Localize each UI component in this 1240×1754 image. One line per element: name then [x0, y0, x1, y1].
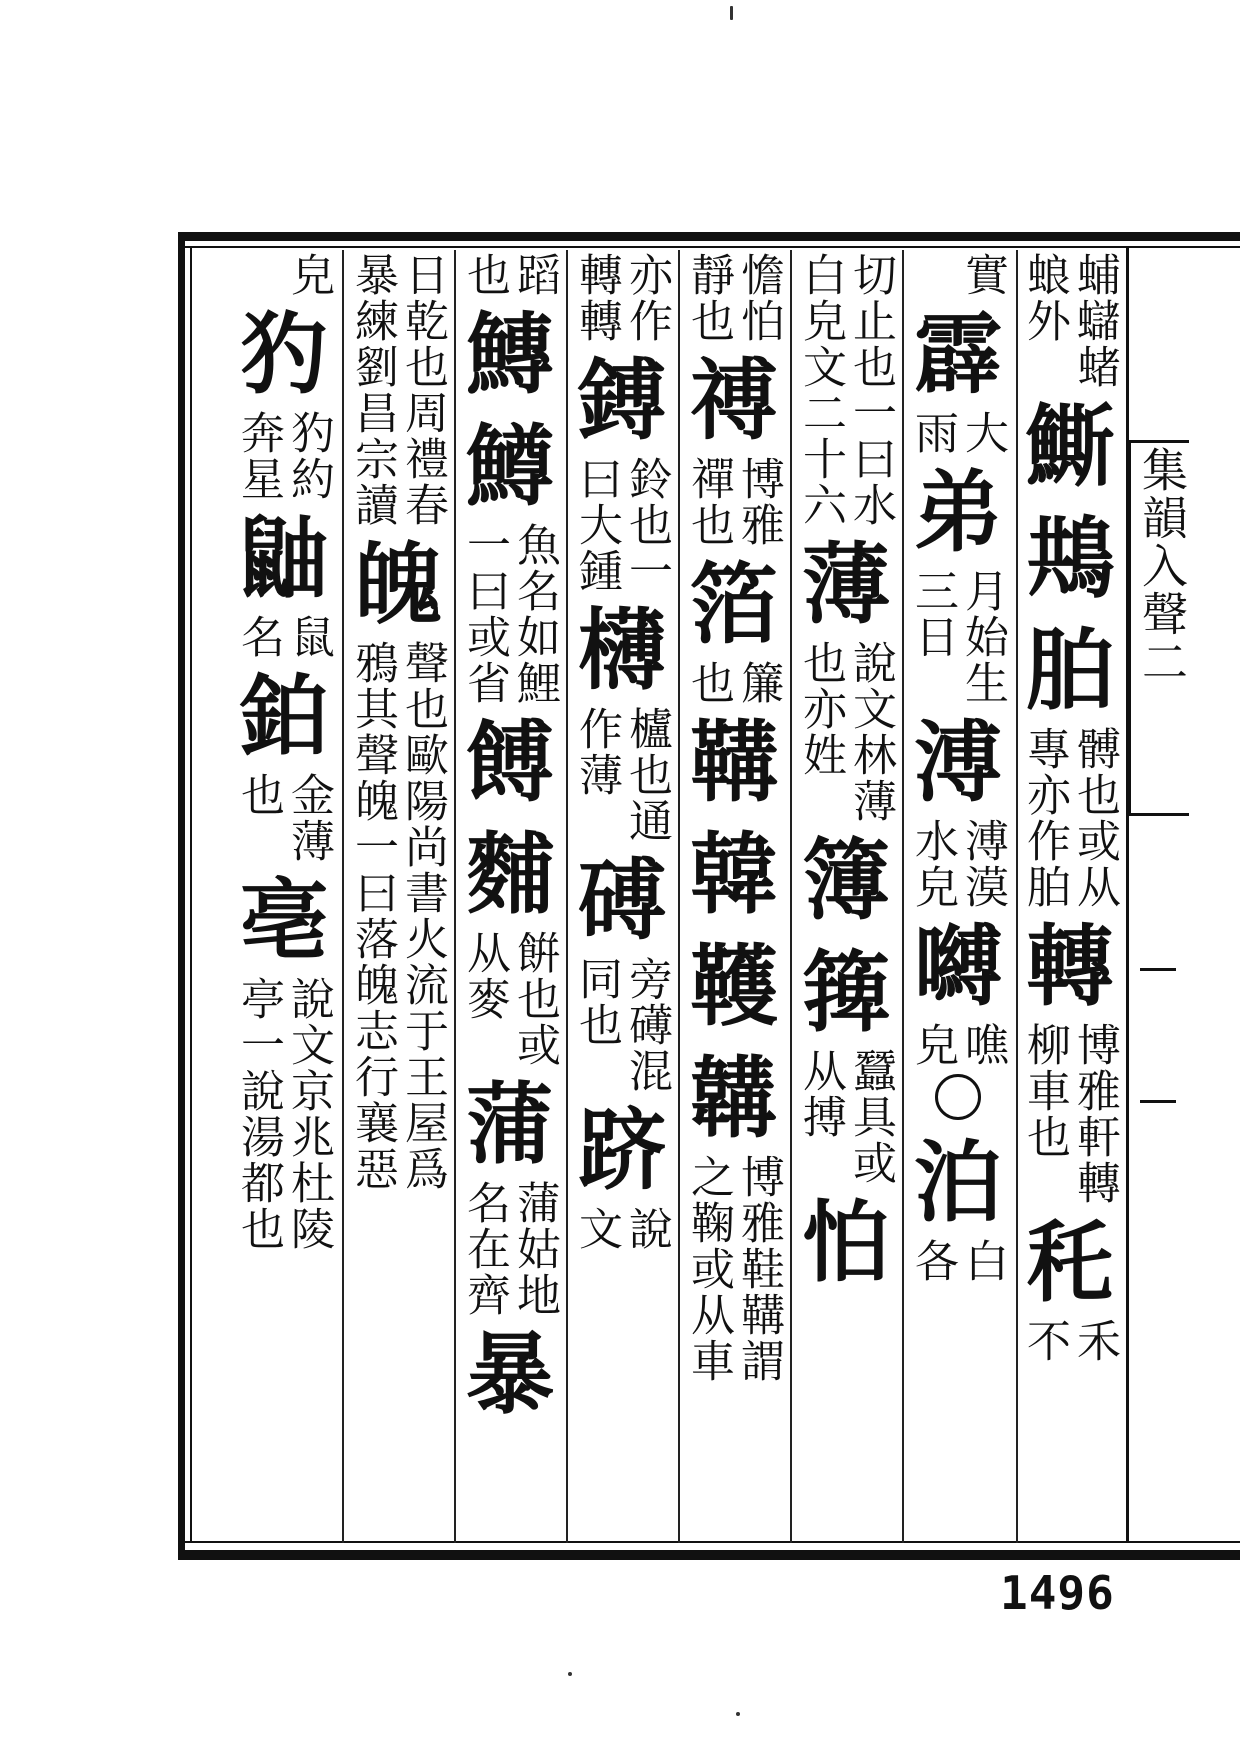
- annotation-line: 轉轉: [571, 252, 622, 344]
- annotation-line: 曰大鍾: [571, 456, 622, 594]
- annotation-line: 簾: [733, 660, 784, 706]
- annotation-line: 蜋外: [1019, 252, 1070, 344]
- headword-char: 鎛: [577, 348, 666, 452]
- annotation-line: 皃: [283, 252, 334, 298]
- annotation-line: 金薄: [283, 772, 334, 864]
- annotation-line: 聲也歐陽尚書火流于王屋爲: [397, 640, 448, 1192]
- annotation: [348, 252, 448, 528]
- annotation-line: 名在齊: [459, 1180, 510, 1318]
- annotation-line: 也: [233, 772, 284, 818]
- headword-char: 薄: [801, 532, 890, 636]
- headword-char: 欂: [577, 598, 666, 702]
- headword-char: 泊: [913, 1130, 1002, 1234]
- annotation-line: 暴練劉昌宗讀: [347, 252, 398, 528]
- annotation: [796, 1048, 896, 1186]
- annotation-line: 博雅軒轉: [1069, 1022, 1120, 1206]
- annotation-line: 也: [683, 660, 734, 706]
- annotation: [234, 976, 334, 1252]
- annotation-line: 旁礡混: [621, 956, 672, 1094]
- frame-left-rule: [178, 232, 185, 1560]
- headword-char: 鱒: [465, 414, 554, 518]
- headword: [460, 1068, 560, 1180]
- annotation-line: 大: [957, 410, 1008, 456]
- frame-top-inner-rule: [178, 246, 1240, 248]
- annotation-line: 月始生: [957, 568, 1008, 706]
- headword: [460, 818, 560, 930]
- annotation-line: 蹈: [509, 252, 560, 298]
- circle-mark: [935, 1074, 981, 1120]
- annotation: [908, 1022, 1008, 1068]
- annotation-line: 不: [1019, 1318, 1070, 1364]
- annotation-line: 也: [459, 252, 510, 298]
- annotation-line: 名: [233, 614, 284, 660]
- annotation-line: 一曰或省: [459, 522, 510, 706]
- annotation: [684, 252, 784, 344]
- text-column: [342, 252, 454, 1542]
- annotation-line: 說: [621, 1206, 672, 1252]
- annotation-line: 蒲姑地: [509, 1180, 560, 1318]
- headword-char: 亳: [239, 868, 328, 972]
- headword-char: 篺: [801, 940, 890, 1044]
- headword: [908, 456, 1008, 568]
- annotation-line: 亭一說湯都也: [233, 976, 284, 1252]
- headword-char: 簿: [801, 828, 890, 932]
- annotation-line: 蠶具或: [845, 1048, 896, 1186]
- headword-char: 鱄: [465, 302, 554, 406]
- text-column: [790, 252, 902, 1542]
- annotation: [796, 252, 896, 528]
- annotation: [572, 456, 672, 594]
- headword: [460, 1318, 560, 1430]
- text-column: [678, 252, 790, 1542]
- annotation-line: 禪也: [683, 456, 734, 548]
- annotation-line: 憺怕: [733, 252, 784, 344]
- annotation-line: 髆也或从: [1069, 726, 1120, 910]
- headword: [796, 1186, 896, 1298]
- headword: [572, 844, 672, 956]
- text-column: [902, 252, 1014, 1542]
- annotation-line: 三日: [907, 568, 958, 660]
- headword-char: 䳍: [1025, 506, 1114, 610]
- annotation: [460, 930, 560, 1068]
- annotation-line: 說文京兆杜陵: [283, 976, 334, 1252]
- annotation: [908, 818, 1008, 910]
- annotation: [1020, 252, 1120, 390]
- headword-char: 蒲: [465, 1072, 554, 1176]
- headword: [1020, 1206, 1120, 1318]
- annotation-line: 奔星: [233, 410, 284, 502]
- headword-char: 暴: [465, 1322, 554, 1426]
- headword: [908, 706, 1008, 818]
- annotation: [572, 252, 672, 344]
- headword-char: 魄: [353, 532, 442, 636]
- annotation-line: 从麥: [459, 930, 510, 1022]
- headword: [460, 410, 560, 522]
- headword-char: 弟: [913, 460, 1002, 564]
- annotation: [460, 252, 560, 298]
- headword-char: 箔: [689, 552, 778, 656]
- annotation-line: 鴉其聲魄一曰落魄志行襄惡: [347, 640, 398, 1192]
- headword: [684, 706, 784, 930]
- headword: [234, 864, 334, 976]
- headword: [234, 298, 334, 410]
- annotation: [572, 956, 672, 1094]
- headword-char: 鞲: [689, 710, 778, 814]
- headword-char: 轉: [1025, 914, 1114, 1018]
- annotation: [908, 1238, 1008, 1284]
- annotation: [348, 640, 448, 1192]
- annotation: [684, 1154, 784, 1384]
- tab-mark: [1140, 968, 1176, 971]
- annotation: [908, 568, 1008, 706]
- scan-speck: [730, 6, 733, 20]
- annotation-line: 文: [571, 1206, 622, 1252]
- page-number: 1496: [1000, 1566, 1115, 1620]
- frame-bottom-rule: [178, 1550, 1240, 1560]
- headword: [572, 594, 672, 706]
- annotation-line: 白皃文二十六: [795, 252, 846, 528]
- headword: [572, 344, 672, 456]
- annotation-line: 雨: [907, 410, 958, 456]
- headword-char: 韄: [689, 934, 778, 1038]
- headword: [234, 660, 334, 772]
- annotation-line: 亦作: [621, 252, 672, 344]
- annotation-line: 鈴也一: [621, 456, 672, 594]
- annotation-line: 魚名如鯉: [509, 522, 560, 706]
- annotation-line: 蜅蠩蝫: [1069, 252, 1120, 390]
- annotation: [684, 456, 784, 548]
- headword: [796, 824, 896, 1048]
- annotation-line: 白: [957, 1238, 1008, 1284]
- headword: [1020, 614, 1120, 726]
- annotation-line: 禾: [1069, 1318, 1120, 1364]
- headword-char: 麱: [465, 822, 554, 926]
- annotation-line: 靜也: [683, 252, 734, 344]
- headword-char: 磗: [577, 848, 666, 952]
- annotation-line: 各: [907, 1238, 958, 1284]
- annotation: [1020, 1022, 1120, 1206]
- headword: [1020, 390, 1120, 614]
- headword: [460, 706, 560, 818]
- annotation-line: 說文林薄: [845, 640, 896, 824]
- headword: [684, 930, 784, 1154]
- annotation: [460, 522, 560, 706]
- headword-char: 韓: [689, 822, 778, 926]
- annotation: [1020, 1318, 1120, 1364]
- annotation: [572, 1206, 672, 1252]
- headword: [460, 298, 560, 410]
- annotation: [234, 410, 334, 502]
- tab-mark: [1140, 1100, 1176, 1103]
- annotation: [234, 772, 334, 864]
- headword-char: 胉: [1025, 618, 1114, 722]
- headword: [796, 528, 896, 640]
- annotation-line: 實: [957, 252, 1008, 298]
- headword-char: 跻: [577, 1098, 666, 1202]
- headword-char: 嚩: [913, 914, 1002, 1018]
- headword: [572, 1094, 672, 1206]
- scan-speck: [568, 1672, 572, 1676]
- headword: [1020, 910, 1120, 1022]
- annotation: [234, 252, 334, 298]
- annotation: [572, 706, 672, 844]
- headword: [684, 344, 784, 456]
- annotation-line: 櫨也通: [621, 706, 672, 844]
- scan-speck: [736, 1712, 740, 1716]
- headword-char: 犳: [239, 302, 328, 406]
- annotation-line: 也亦姓: [795, 640, 846, 778]
- frame-top-rule: [178, 232, 1240, 241]
- annotation-line: 犳約: [283, 410, 334, 502]
- annotation: [796, 640, 896, 824]
- running-head: 集韻入聲二: [1135, 446, 1189, 686]
- annotation-line: 皃: [907, 1022, 958, 1068]
- headword-char: 秅: [1025, 1210, 1114, 1314]
- annotation: [234, 614, 334, 660]
- annotation-line: 餠也或: [509, 930, 560, 1068]
- headword-char: 霹: [913, 302, 1002, 406]
- annotation-line: 溥漠: [957, 818, 1008, 910]
- annotation-line: 同也: [571, 956, 622, 1048]
- annotation-line: 水皃: [907, 818, 958, 910]
- headword-char: 韝: [689, 1046, 778, 1150]
- annotation-line: 之鞠或从車: [683, 1154, 734, 1384]
- headword-char: 餺: [465, 710, 554, 814]
- headword: [908, 1126, 1008, 1238]
- annotation: [908, 252, 1008, 298]
- annotation-line: 噍: [957, 1022, 1008, 1068]
- headword-char: 䲉: [1025, 394, 1114, 498]
- annotation-line: 从搏: [795, 1048, 846, 1140]
- annotation-line: 博雅: [733, 456, 784, 548]
- headword: [234, 502, 334, 614]
- headword: [908, 298, 1008, 410]
- text-column: [1014, 252, 1126, 1542]
- headword: [684, 548, 784, 660]
- text-column: [454, 252, 566, 1542]
- annotation-line: 柳車也: [1019, 1022, 1070, 1160]
- annotation: [1020, 726, 1120, 910]
- frame-left-inner-rule: [190, 246, 192, 1543]
- annotation-line: 作薄: [571, 706, 622, 798]
- headword: [908, 910, 1008, 1022]
- annotation: [460, 1180, 560, 1318]
- annotation-line: 日乾也周禮春: [397, 252, 448, 528]
- text-column: [228, 252, 340, 1542]
- annotation-line: 專亦作胉: [1019, 726, 1070, 910]
- annotation-line: 鼠: [283, 614, 334, 660]
- annotation: [684, 660, 784, 706]
- headword-char: 鼬: [239, 506, 328, 610]
- headword: [348, 528, 448, 640]
- annotation: [908, 410, 1008, 456]
- headword-char: 怕: [801, 1190, 890, 1294]
- text-column: [566, 252, 678, 1542]
- headword-char: 鉑: [239, 664, 328, 768]
- annotation-line: 博雅鞋鞲謂: [733, 1154, 784, 1384]
- annotation-line: 切止也一曰水: [845, 252, 896, 528]
- headword-char: 溥: [913, 710, 1002, 814]
- headword-char: 禣: [689, 348, 778, 452]
